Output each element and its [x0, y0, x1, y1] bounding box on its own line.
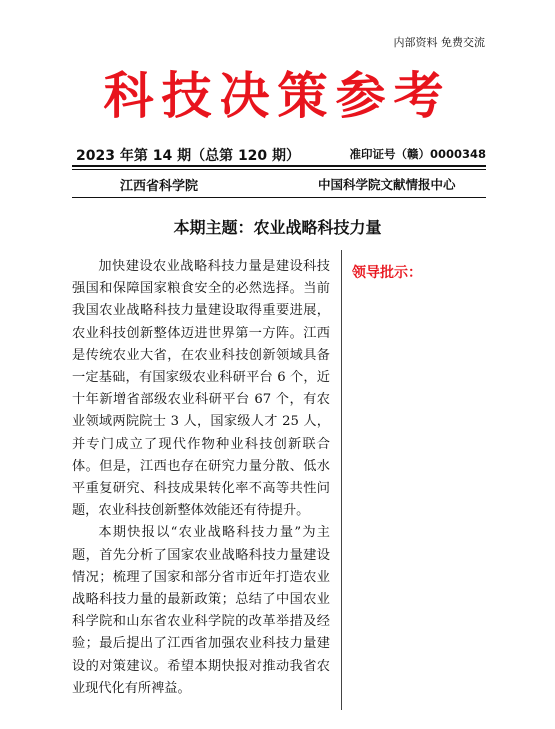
publisher-rule [72, 197, 486, 198]
issue-number: 2023 年第 14 期（总第 120 期） [76, 148, 301, 164]
permit-number: 准印证号（赣）0000348 [349, 147, 486, 161]
masthead-title: 科技决策参考 [103, 66, 452, 125]
theme-title: 本期主题：农业战略科技力量 [173, 218, 382, 237]
body-text [72, 256, 330, 700]
header-rule-thin [72, 169, 486, 170]
internal-note: 内部资料 免费交流 [393, 36, 485, 49]
leader-instructions-label: 领导批示： [352, 265, 422, 281]
header-rule-thick [72, 165, 486, 167]
issue-row [72, 145, 486, 165]
column-divider [341, 250, 342, 710]
publisher-right: 中国科学院文献情报中心 [318, 177, 456, 192]
body-paragraph: 本期快报以“农业战略科技力量”为主题，首先分析了国家农业战略科技力量建设情况；梳理了国家和部分省市近年打造农业战略科技力量的最新政策；总结了中国农业科学院和山东省农业科学院的改革举措及经验；最后提出了江西省加强农业科技力量建设的对策建议。希望本期快报对推动我省农业现代化有所裨益。 [72, 525, 330, 696]
publisher-left: 江西省科学院 [120, 179, 199, 194]
body-paragraph: 加快建设农业战略科技力量是建设科技强国和保障国家粮食安全的必然选择。当前我国农业战略科技力量建设取得重要进展，农业科技创新整体迈进世界第一方阵。江西是传统农业大省，在农业科技创新领域具备一定基础，有国家级农业科研平台 6 个，近十年新增省部级农业科研平台 67 个，有农业领域两院院士 3 人，国家级人才 25 人，并专门成立了现代作物种业科技创新联合体。但是，江西也存在研究力量分散、低水平重复研究、科技成果转化率不高等共性问题，农业科技创新整体效能还有待提升。 [72, 259, 330, 519]
